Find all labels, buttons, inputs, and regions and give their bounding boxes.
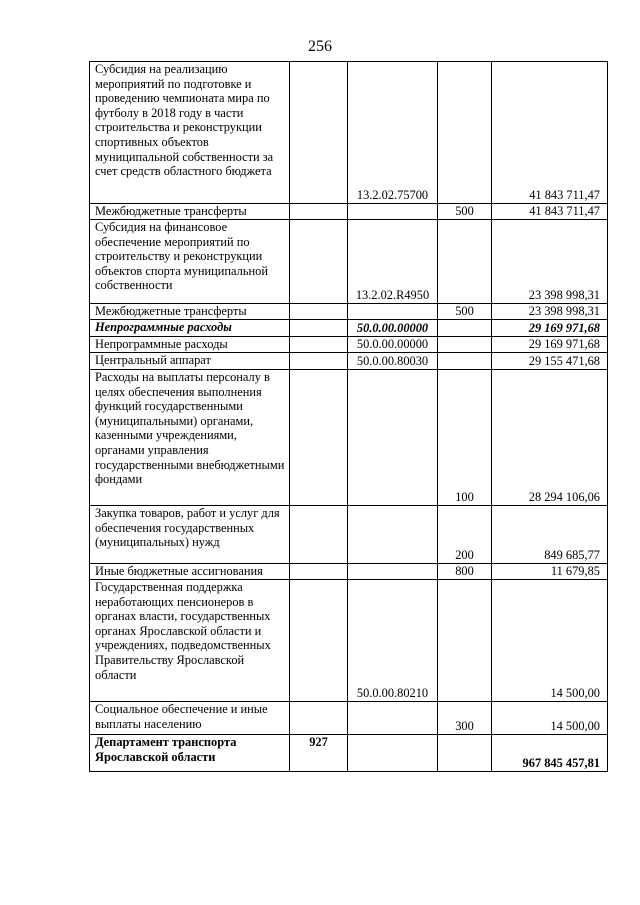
row-expense-type-cell: 500 — [438, 204, 492, 220]
row-target-code-cell: 13.2.02.R4950 — [348, 220, 438, 304]
row-amount-cell: 967 845 457,81 — [492, 735, 608, 772]
row-expense-type-cell — [438, 735, 492, 772]
table-row — [90, 320, 608, 337]
row-name-cell: Иные бюджетные ассигнования — [90, 564, 290, 580]
table-row — [90, 337, 608, 353]
row-amount-cell: 28 294 106,06 — [492, 370, 608, 506]
row-dept-code-cell — [290, 353, 348, 370]
table-row — [90, 370, 608, 506]
row-dept-code-cell — [290, 204, 348, 220]
row-dept-code-cell — [290, 370, 348, 506]
row-target-code-cell — [348, 506, 438, 564]
row-target-code-cell: 50.0.00.80030 — [348, 353, 438, 370]
row-name-cell: Субсидия на реализацию мероприятий по подготовке и проведению чемпионата мира по футболу в 2018 году в части строительства и реконструкции спортивных объектов муниципальной собственности за счет средств областного бюджета — [90, 62, 290, 204]
row-name-cell: Социальное обеспечение и иные выплаты населению — [90, 702, 290, 735]
row-amount-cell: 14 500,00 — [492, 702, 608, 735]
row-amount-cell: 23 398 998,31 — [492, 220, 608, 304]
table-row — [90, 220, 608, 304]
row-target-code-cell — [348, 702, 438, 735]
row-amount-cell: 11 679,85 — [492, 564, 608, 580]
table-row — [90, 204, 608, 220]
table-row — [90, 564, 608, 580]
row-dept-code-cell — [290, 62, 348, 204]
row-name-cell: Государственная поддержка неработающих пенсионеров в органах власти, государственных органах Ярославской области и учреждениях, подведомственных Правительству Ярославской области — [90, 580, 290, 702]
row-expense-type-cell: 200 — [438, 506, 492, 564]
row-name-cell: Непрограммные расходы — [90, 337, 290, 353]
row-dept-code-cell — [290, 320, 348, 337]
row-target-code-cell — [348, 735, 438, 772]
row-expense-type-cell: 300 — [438, 702, 492, 735]
row-expense-type-cell: 100 — [438, 370, 492, 506]
row-amount-cell: 41 843 711,47 — [492, 62, 608, 204]
row-amount-cell: 23 398 998,31 — [492, 304, 608, 320]
row-dept-code-cell — [290, 580, 348, 702]
row-name-cell: Межбюджетные трансферты — [90, 204, 290, 220]
table-row — [90, 506, 608, 564]
row-expense-type-cell: 500 — [438, 304, 492, 320]
row-expense-type-cell — [438, 220, 492, 304]
row-name-cell: Департамент транспорта Ярославской области — [90, 735, 290, 772]
row-target-code-cell: 50.0.00.80210 — [348, 580, 438, 702]
row-name-cell: Расходы на выплаты персоналу в целях обеспечения выполнения функций государственными (муниципальными) органами, казенными учреждениями, органами управления государственными внебюджетными фондами — [90, 370, 290, 506]
row-target-code-cell — [348, 304, 438, 320]
row-name-cell: Непрограммные расходы — [90, 320, 290, 337]
page-number: 256 — [308, 38, 332, 55]
table-row — [90, 304, 608, 320]
table-row — [90, 580, 608, 702]
row-amount-cell: 29 169 971,68 — [492, 320, 608, 337]
row-expense-type-cell — [438, 580, 492, 702]
row-amount-cell: 41 843 711,47 — [492, 204, 608, 220]
row-dept-code-cell — [290, 337, 348, 353]
row-target-code-cell: 50.0.00.00000 — [348, 320, 438, 337]
row-dept-code-cell — [290, 506, 348, 564]
row-dept-code-cell — [290, 564, 348, 580]
budget-table — [89, 61, 608, 772]
row-expense-type-cell — [438, 62, 492, 204]
row-expense-type-cell — [438, 337, 492, 353]
table-row — [90, 702, 608, 735]
row-amount-cell: 29 169 971,68 — [492, 337, 608, 353]
row-expense-type-cell: 800 — [438, 564, 492, 580]
row-name-cell: Центральный аппарат — [90, 353, 290, 370]
row-target-code-cell — [348, 370, 438, 506]
row-dept-code-cell — [290, 220, 348, 304]
table-row — [90, 62, 608, 204]
row-amount-cell: 29 155 471,68 — [492, 353, 608, 370]
row-dept-code-cell — [290, 304, 348, 320]
row-expense-type-cell — [438, 320, 492, 337]
row-name-cell: Субсидия на финансовое обеспечение мероприятий по строительству и реконструкции объектов спорта муниципальной собственности — [90, 220, 290, 304]
table-row — [90, 735, 608, 772]
table-row — [90, 353, 608, 370]
row-amount-cell: 849 685,77 — [492, 506, 608, 564]
row-amount-cell: 14 500,00 — [492, 580, 608, 702]
row-dept-code-cell: 927 — [290, 735, 348, 772]
row-target-code-cell — [348, 204, 438, 220]
row-dept-code-cell — [290, 702, 348, 735]
row-expense-type-cell — [438, 353, 492, 370]
row-target-code-cell: 13.2.02.75700 — [348, 62, 438, 204]
row-name-cell: Закупка товаров, работ и услуг для обеспечения государственных (муниципальных) нужд — [90, 506, 290, 564]
row-target-code-cell: 50.0.00.00000 — [348, 337, 438, 353]
budget-table-body — [90, 62, 608, 772]
row-name-cell: Межбюджетные трансферты — [90, 304, 290, 320]
row-target-code-cell — [348, 564, 438, 580]
